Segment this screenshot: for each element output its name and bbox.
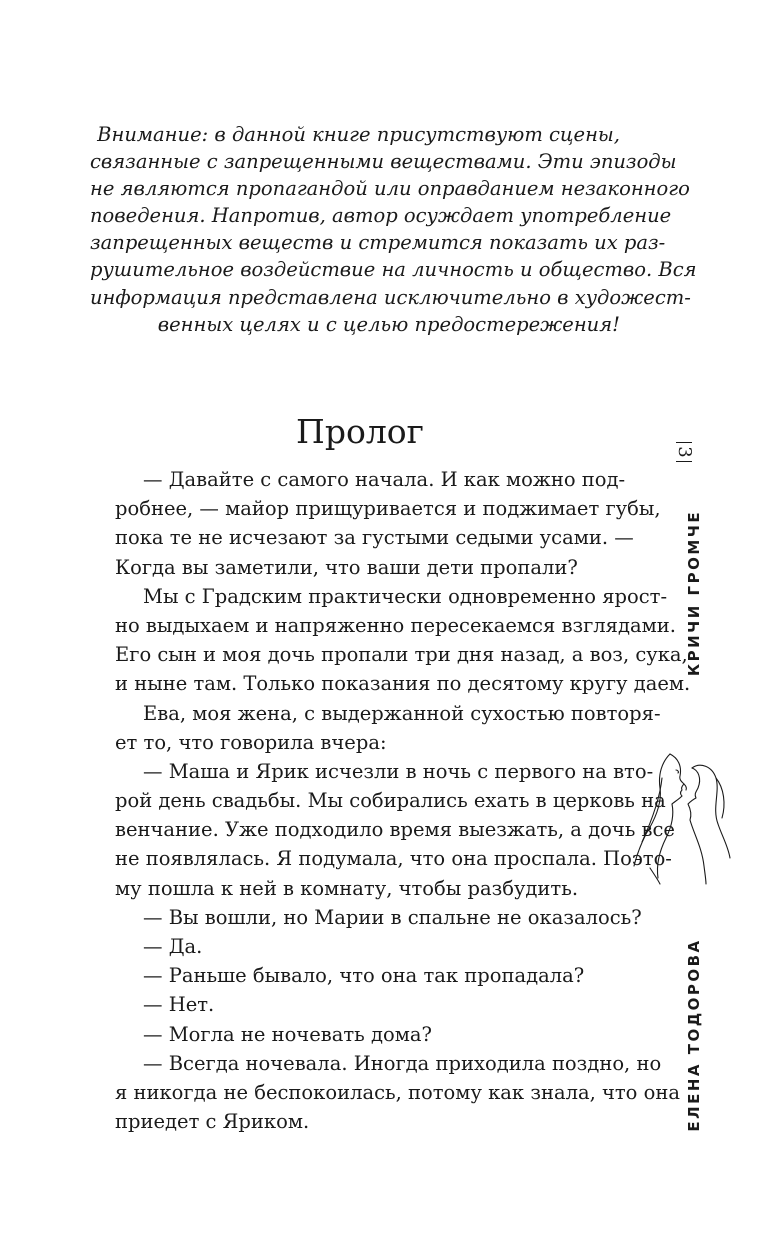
body-line: ет то, что говорила вчера: <box>115 730 387 754</box>
body-line: но выдыхаем и напряженно пересекаемся взглядами. <box>115 613 676 637</box>
content-warning <box>90 121 697 338</box>
body-line: и ныне там. Только показания по десятому кругу даем. <box>115 672 691 696</box>
body-text <box>115 465 691 1136</box>
body-line: я никогда не беспокоилась, потому как знала, что она <box>115 1080 680 1104</box>
body-line: — Маша и Ярик исчезли в ночь с первого на вто- <box>143 759 654 783</box>
body-line: Его сын и моя дочь пропали три дня назад, а воз, сука, <box>115 643 688 667</box>
chapter-title: Пролог <box>296 412 424 451</box>
page-number <box>669 432 699 472</box>
body-line: — Всегда ночевала. Иногда приходила поздно, но <box>143 1051 662 1075</box>
warning-line: информация представлена исключительно в художест- <box>90 285 691 309</box>
warning-line: связанные с запрещенными веществами. Эти эпизоды <box>90 150 677 174</box>
page-number-value: 3 <box>674 446 695 458</box>
running-book-title: КРИЧИ ГРОМЧЕ <box>685 509 703 677</box>
body-line: не появлялась. Я подумала, что она проспала. Поэто- <box>115 847 672 871</box>
warning-line: запрещенных веществ и стремится показать их раз- <box>90 231 666 255</box>
body-line: — Раньше бывало, что она так пропадала? <box>143 964 585 988</box>
body-line: — Да. <box>143 935 203 958</box>
body-line: — Нет. <box>143 993 215 1017</box>
warning-line: рушительное воздействие на личность и общество. Вся <box>90 258 697 282</box>
warning-line: поведения. Напротив, автор осуждает употребление <box>90 204 672 228</box>
body-line: Когда вы заметили, что ваши дети пропали? <box>115 555 578 579</box>
couple-sketch-icon <box>632 748 732 886</box>
body-line: — Давайте с самого начала. И как можно под- <box>143 468 626 491</box>
warning-line: Внимание: в данной книге присутствуют сцены, <box>97 123 620 146</box>
running-author-name: ЕЛЕНА ТОДОРОВА <box>685 938 703 1132</box>
body-line: венчание. Уже подходило время выезжать, а дочь все <box>115 818 675 842</box>
body-line: Мы с Градским практически одновременно ярост- <box>143 584 668 608</box>
body-line: му пошла к ней в комнату, чтобы разбудить. <box>115 876 579 900</box>
body-line: приедет с Яриком. <box>115 1110 310 1134</box>
body-line: робнее, — майор прищуривается и поджимает губы, <box>115 497 661 521</box>
body-line: пока те не исчезают за густыми седыми усами. — <box>115 526 634 550</box>
warning-line: не являются пропагандой или оправданием незаконного <box>90 177 690 201</box>
body-line: рой день свадьбы. Мы собирались ехать в церковь на <box>115 789 666 813</box>
body-line: Ева, моя жена, с выдержанной сухостью повторя- <box>143 701 661 725</box>
body-line: — Вы вошли, но Марии в спальне не оказалось? <box>143 905 642 929</box>
divider <box>676 461 692 462</box>
body-line: — Могла не ночевать дома? <box>143 1022 432 1046</box>
divider <box>676 442 692 443</box>
warning-line: венных целях и с целью предостережения! <box>157 312 620 336</box>
